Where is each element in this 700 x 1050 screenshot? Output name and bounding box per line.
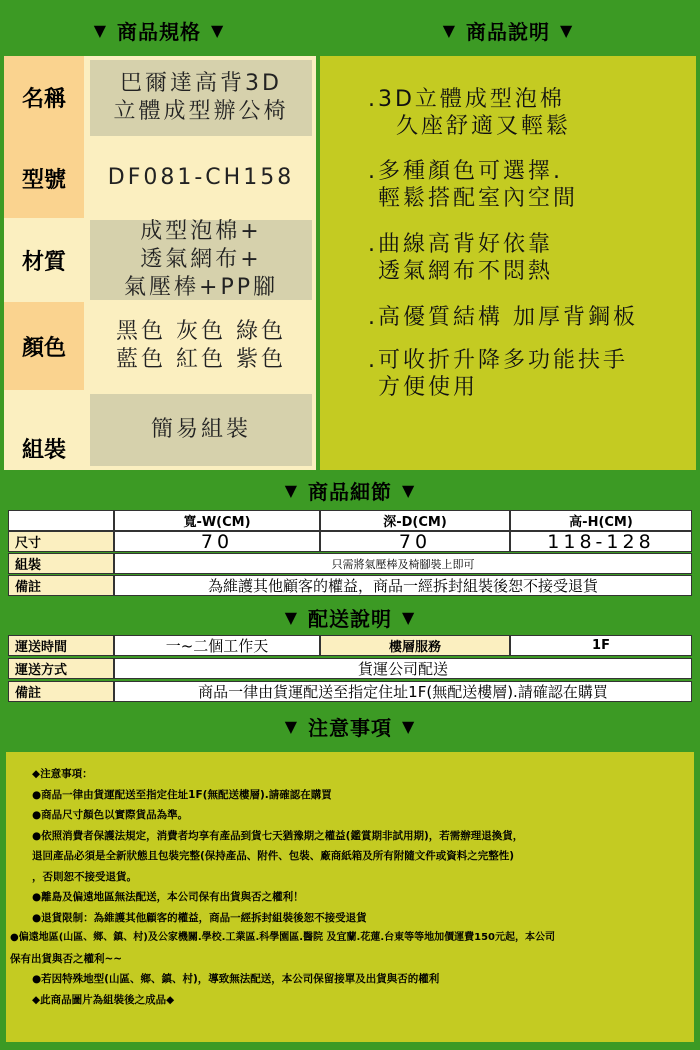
description-item: .高優質結構 加厚背鋼板 bbox=[368, 305, 638, 330]
spec-label-material: 材質 bbox=[4, 218, 84, 302]
notice-title: 注意事項 bbox=[308, 715, 392, 740]
width-header: 寬-W(CM) bbox=[114, 510, 320, 531]
floor-service-label: 樓層服務 bbox=[320, 635, 510, 656]
delivery-title: 配送說明 bbox=[308, 606, 392, 631]
notice-line: ◆此商品圖片為組裝後之成品◆ bbox=[32, 993, 175, 1006]
spec-value-model: DF081-CH158 bbox=[107, 165, 295, 190]
delivery-time-value: 一~二個工作天 bbox=[114, 635, 320, 656]
notice-panel bbox=[6, 752, 694, 1042]
delivery-note-row bbox=[8, 681, 692, 702]
triangle-down-icon: ▼ bbox=[402, 480, 416, 500]
depth-header: 深-D(CM) bbox=[320, 510, 510, 531]
notice-line: ，否則恕不接受退貨。 bbox=[32, 870, 137, 883]
notice-line: 退回產品必須是全新狀態且包裝完整(保持產品、附件、包裝、廠商紙箱及所有附隨文件或資料之完整性) bbox=[32, 850, 515, 862]
delivery-method-label: 運送方式 bbox=[8, 658, 114, 679]
notice-line: ●偏遠地區(山區、鄉、鎮、村)及公家機關.學校.工業區.科學園區.醫院 及宜蘭.花蓮.台東等等地加價運費150元起，本公司 bbox=[10, 932, 556, 943]
assembly-label: 組裝 bbox=[8, 553, 114, 574]
description-title: 商品說明 bbox=[466, 19, 550, 44]
triangle-down-icon: ▼ bbox=[211, 20, 225, 40]
spec-title: 商品規格 bbox=[117, 19, 201, 44]
delivery-time-row bbox=[8, 635, 692, 656]
triangle-down-icon: ▼ bbox=[442, 20, 456, 40]
details-corner-cell bbox=[8, 510, 114, 531]
delivery-note-value: 商品一律由貨運配送至指定住址1F(無配送樓層).請確認在購買 bbox=[114, 681, 692, 702]
details-note-row bbox=[8, 575, 692, 596]
details-note-text: 為維護其他顧客的權益，商品一經拆封組裝後恕不接受退貨 bbox=[114, 575, 692, 596]
spec-label-name: 名稱 bbox=[4, 56, 84, 138]
spec-value-material: 成型泡棉+ 透氣網布+ 氣壓棒+PP腳 bbox=[90, 220, 312, 300]
triangle-down-icon: ▼ bbox=[284, 480, 298, 500]
delivery-time-label: 運送時間 bbox=[8, 635, 114, 656]
notice-line: ●商品尺寸顏色以實際貨品為準。 bbox=[32, 809, 189, 821]
delivery-note-label: 備註 bbox=[8, 681, 114, 702]
details-title: 商品細節 bbox=[308, 479, 392, 504]
notice-line: ●依照消費者保護法規定，消費者均享有產品到貨七天猶豫期之權益(鑑賞期非試用期)，若需辦理退換貨， bbox=[32, 829, 524, 842]
triangle-down-icon: ▼ bbox=[560, 20, 574, 40]
spec-value-color: 黑色 灰色 綠色 藍色 紅色 紫色 bbox=[116, 319, 286, 372]
height-header: 高-H(CM) bbox=[510, 510, 692, 531]
size-row bbox=[8, 531, 692, 552]
notice-line: ◆注意事項： bbox=[32, 768, 93, 780]
notice-line: ●若因特殊地型(山區、鄉、鎮、村)，導致無法配送，本公司保留接單及出貨與否的權利 bbox=[32, 973, 440, 985]
assembly-row bbox=[8, 553, 692, 574]
description-item: .曲線高背好依靠 透氣網布不悶熱 bbox=[368, 232, 554, 284]
delivery-method-row bbox=[8, 658, 692, 679]
depth-value: 70 bbox=[320, 531, 510, 552]
details-header bbox=[0, 473, 700, 507]
delivery-method-value: 貨運公司配送 bbox=[114, 658, 692, 679]
notice-line: 保有出貨與否之權利~~ bbox=[10, 952, 123, 965]
description-item: .多種顏色可選擇. 輕鬆搭配室內空間 bbox=[368, 159, 579, 211]
spec-table bbox=[4, 56, 316, 470]
height-value: 118-128 bbox=[510, 531, 692, 552]
triangle-down-icon: ▼ bbox=[402, 607, 416, 627]
floor-service-value: 1F bbox=[510, 635, 692, 656]
delivery-header bbox=[0, 600, 700, 634]
description-item: .3D立體成型泡棉 久座舒適又輕鬆 bbox=[368, 87, 572, 139]
notice-header bbox=[0, 706, 700, 746]
spec-value-name: 巴爾達高背3D 立體成型辦公椅 bbox=[90, 60, 312, 136]
notice-line: ●退貨限制：為維護其他顧客的權益，商品一經拆封組裝後恕不接受退貨 bbox=[32, 911, 367, 924]
description-panel bbox=[320, 56, 696, 470]
spec-value-assembly: 簡易組裝 bbox=[90, 394, 312, 466]
notice-line: ●離島及偏遠地區無法配送，本公司保有出貨與否之權利！ bbox=[32, 891, 304, 903]
description-item: .可收折升降多功能扶手 方便使用 bbox=[368, 348, 628, 400]
triangle-down-icon: ▼ bbox=[402, 716, 416, 736]
details-header-row bbox=[8, 510, 692, 531]
spec-label-model: 型號 bbox=[4, 138, 84, 218]
details-note-label: 備註 bbox=[8, 575, 114, 596]
spec-label-color: 顏色 bbox=[4, 302, 84, 390]
notice-line: ●商品一律由貨運配送至指定住址1F(無配送樓層).請確認在購買 bbox=[32, 788, 332, 801]
size-label: 尺寸 bbox=[8, 531, 114, 552]
spec-label-assembly: 組裝 bbox=[4, 390, 84, 470]
triangle-down-icon: ▼ bbox=[93, 20, 107, 40]
width-value: 70 bbox=[114, 531, 320, 552]
spec-header bbox=[4, 10, 314, 50]
assembly-text: 只需將氣壓棒及椅腳裝上即可 bbox=[114, 553, 692, 574]
description-header bbox=[320, 10, 696, 50]
triangle-down-icon: ▼ bbox=[284, 716, 298, 736]
triangle-down-icon: ▼ bbox=[284, 607, 298, 627]
